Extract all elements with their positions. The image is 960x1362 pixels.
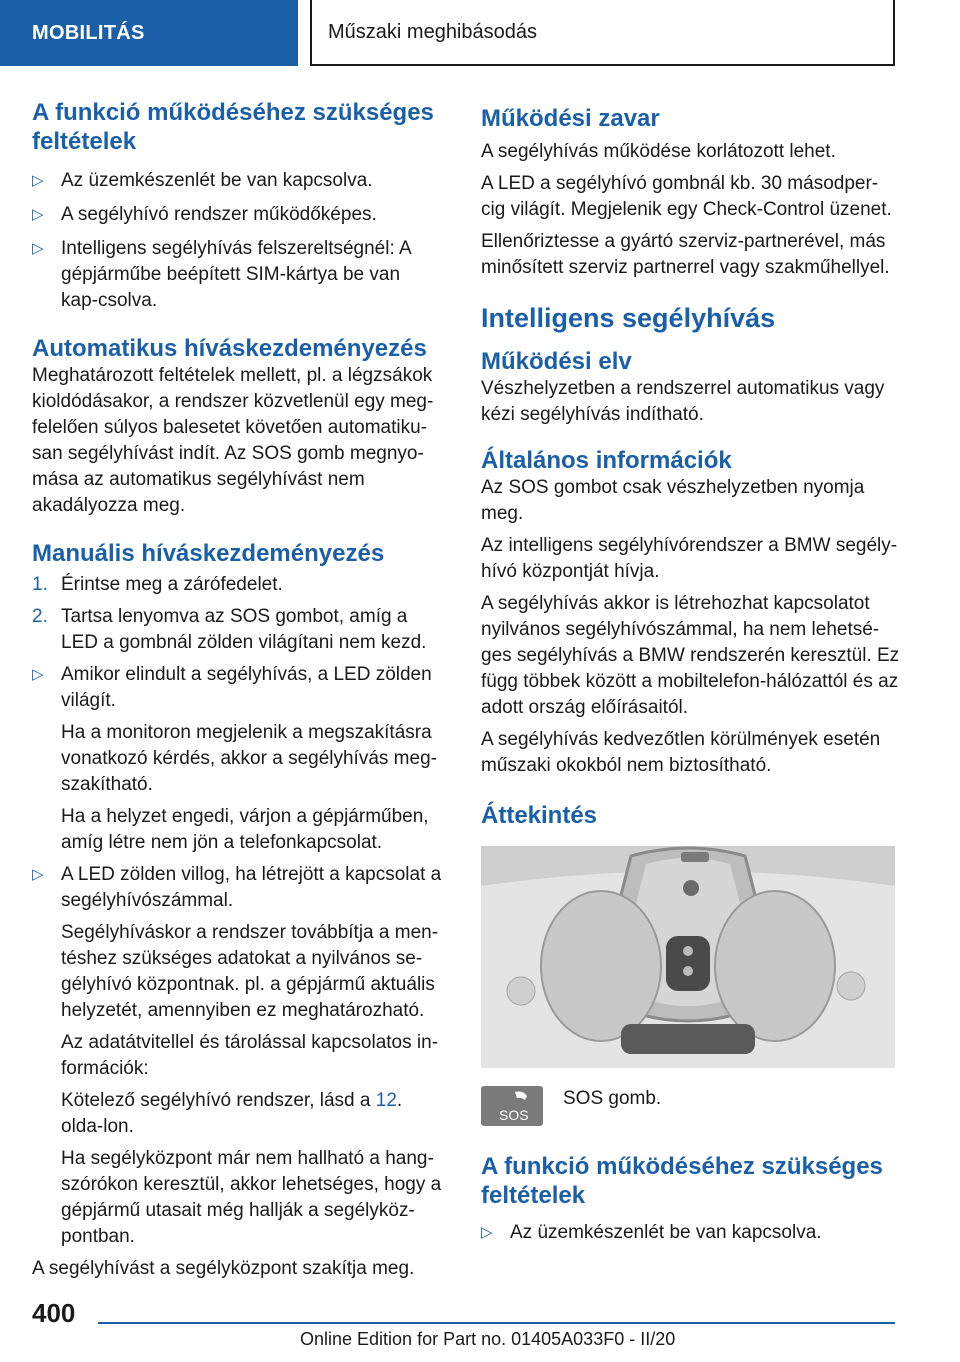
triangle-bullet-icon: ▷: [32, 240, 44, 257]
list-item: [32, 202, 442, 228]
list-item: [32, 168, 442, 194]
list-item-text: A segélyhívó rendszer működőképes.: [61, 204, 377, 225]
list-item-text: Intelligens segélyhívás felszereltségnél: A gépjárműbe beépített SIM-kártya be van kap‐csolva.: [61, 238, 411, 311]
list-item: [481, 1220, 901, 1246]
svg-text:SOS: SOS: [499, 1107, 529, 1123]
overhead-console-illustration: [481, 846, 895, 1068]
general-text: Az intelligens segélyhívórendszer a BMW segély‐hívó központját hívja.: [481, 535, 898, 582]
step-number: 1.: [32, 574, 48, 595]
chapter-title: Műszaki meghibásodás: [310, 0, 895, 66]
heading-manual-call: Manuális híváskezdeményezés: [32, 540, 385, 567]
sos-button-icon: [481, 1086, 543, 1126]
reference-text: . olda‐lon.: [61, 1090, 403, 1137]
triangle-bullet-icon: ▷: [32, 206, 44, 223]
automatic-call-text: Meghatározott feltételek mellett, pl. a légzsákok kioldódásakor, a rendszer közvetlenül egy meg‐felelően súlyos balesetet követően automatiku‐san segélyhívást indít. Az SOS gomb megnyo‐mása az automatikus segélyhívást nem akadályozza meg.: [32, 365, 434, 516]
list-item-text: Amikor elindult a segélyhívás, a LED zölden világít.: [61, 664, 432, 711]
triangle-bullet-icon: ▷: [32, 666, 44, 683]
heading-principle: Működési elv: [481, 348, 632, 375]
step-item: [32, 572, 442, 598]
footer-divider: [98, 1322, 895, 1324]
heading-conditions-2: A funkció működéséhez szükséges feltételek: [481, 1153, 883, 1209]
list-item: [32, 236, 442, 314]
list-item-text: A LED zölden villog, ha létrejött a kapcsolat a segélyhívószámmal.: [61, 864, 442, 911]
triangle-bullet-icon: ▷: [32, 866, 44, 883]
malfunction-text: A segélyhívás működése korlátozott lehet.: [481, 141, 836, 162]
list-item-paragraph: Ha a monitoron megjelenik a megszakításra vonatkozó kérdés, akkor a segélyhívás meg‐szakítható.: [61, 722, 437, 795]
malfunction-text: A LED a segélyhívó gombnál kb. 30 másodper‐cig világít. Megjelenik egy Check-Control üzenet.: [481, 173, 892, 220]
step-number: 2.: [32, 606, 48, 627]
heading-intelligent-call: Intelligens segélyhívás: [481, 303, 776, 333]
list-item-text: Az üzemkészenlét be van kapcsolva.: [510, 1222, 822, 1243]
list-item-paragraph: Az adatátvitellel és tárolással kapcsolatos in‐formációk:: [61, 1032, 439, 1079]
overhead-console-image: [481, 846, 895, 1068]
general-text: A segélyhívás akkor is létrehozhat kapcsolatot nyilvános segélyhívószámmal, ha nem lehetsé‐ges segélyhívás a BMW rendszerén keresztül. Ez függ többek között a mobiltelefon-hálózattól és az adott ország előírásaitól.: [481, 593, 900, 718]
heading-overview: Áttekintés: [481, 802, 598, 829]
triangle-bullet-icon: ▷: [481, 1224, 493, 1241]
heading-malfunction: Működési zavar: [481, 105, 660, 132]
triangle-bullet-icon: ▷: [32, 172, 44, 189]
page-header: [0, 0, 960, 66]
list-item-text: Az üzemkészenlét be van kapcsolva.: [61, 170, 373, 191]
closing-text: A segélyhívást a segélyközpont szakítja meg.: [32, 1258, 415, 1279]
sos-phone-icon: [481, 1086, 543, 1126]
list-item: [32, 662, 442, 856]
principle-text: Vészhelyzetben a rendszerrel automatikus vagy kézi segélyhívás indítható.: [481, 378, 885, 425]
page-number: 400: [32, 1298, 76, 1328]
heading-automatic-call: Automatikus híváskezdeményezés: [32, 335, 427, 362]
sos-legend: [481, 1086, 901, 1126]
step-item: [32, 604, 442, 656]
right-column: [481, 104, 901, 1246]
list-item-paragraph: Ha segélyközpont már nem hallható a hang‐szórókon keresztül, akkor lehetséges, hogy a gépjármű utasait még hallják a segélyköz‐pontban.: [61, 1148, 442, 1247]
heading-conditions: A funkció működéséhez szükséges feltételek: [32, 99, 434, 155]
reference-text: Kötelező segélyhívó rendszer, lásd a: [61, 1090, 376, 1111]
list-item-paragraph: Ha a helyzet engedi, várjon a gépjárműben, amíg létre nem jön a telefonkapcsolat.: [61, 806, 429, 853]
list-item-paragraph: [61, 1088, 442, 1140]
general-text: Az SOS gombot csak vészhelyzetben nyomja meg.: [481, 477, 865, 524]
left-column: [32, 98, 442, 1282]
sos-caption: SOS gomb.: [563, 1088, 662, 1109]
step-text: Tartsa lenyomva az SOS gombot, amíg a LED a gombnál zölden világítani nem kezd.: [61, 606, 427, 653]
general-text: A segélyhívás kedvezőtlen körülmények esetén műszaki okokból nem biztosítható.: [481, 729, 881, 776]
edition-text: Online Edition for Part no. 01405A033F0 - II/20: [300, 1329, 676, 1349]
page-reference-link[interactable]: 12: [375, 1090, 397, 1111]
list-item: [32, 862, 442, 1250]
section-tab[interactable]: MOBILITÁS: [0, 0, 298, 66]
step-text: Érintse meg a zárófedelet.: [61, 574, 283, 595]
malfunction-text: Ellenőriztesse a gyártó szerviz-partnerével, más minősített szerviz partnerrel vagy szakműhellyel.: [481, 231, 890, 278]
list-item-paragraph: Segélyhíváskor a rendszer továbbítja a men‐téshez szükséges adatokat a nyilvános se‐gélyhívó központnak. pl. a gépjármű aktuális helyzetét, amennyiben ez meghatározható.: [61, 922, 439, 1021]
heading-general-info: Általános információk: [481, 447, 732, 474]
